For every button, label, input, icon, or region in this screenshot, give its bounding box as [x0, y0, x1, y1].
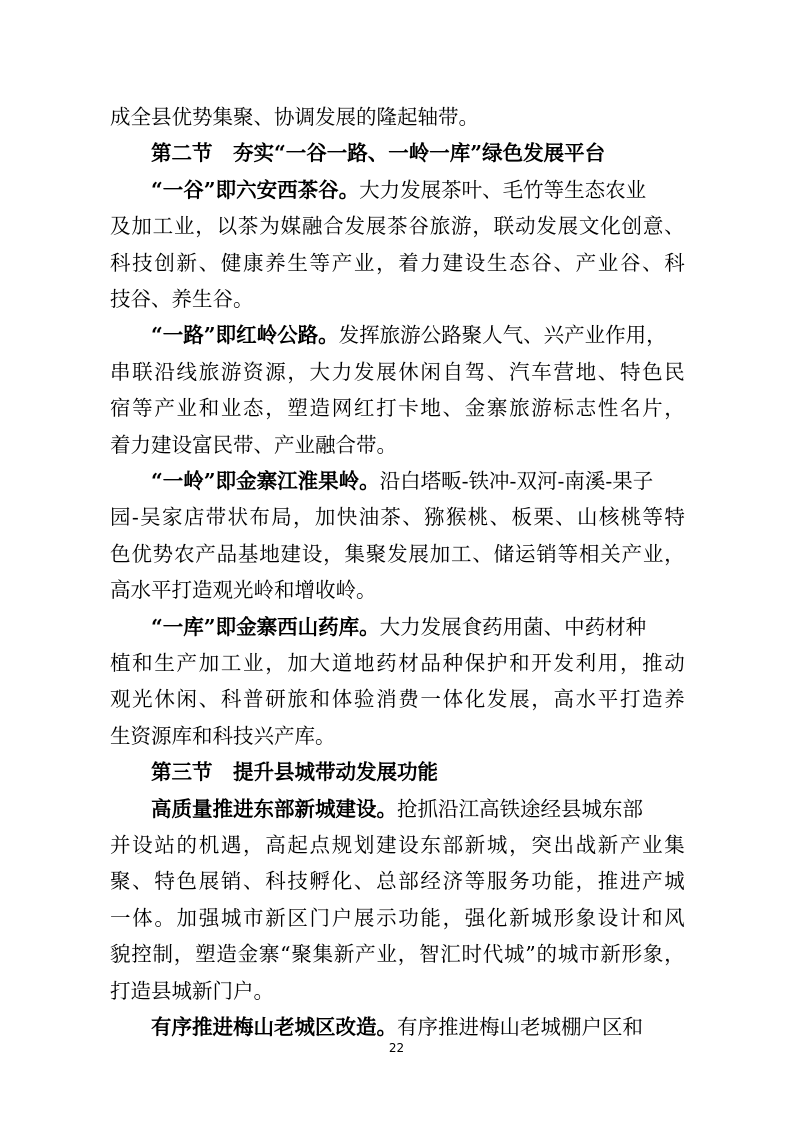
paragraph-text: 大力发展食药用菌、中药材种	[379, 614, 647, 639]
paragraph-line: 色 优 势 农 产 品 基 地 建 设 ， 集 聚 发 展 加 工 、 储 运 销 等 相 关 产 业 ，	[110, 541, 685, 566]
paragraph-line: 一 体 。 加 强 城 市 新 区 门 户 展 示 功 能 ， 强 化 新 城 形 象 设 计 和 风	[110, 905, 685, 930]
paragraph-text: 大力发展茶叶、毛竹等生态农业	[359, 177, 647, 202]
paragraph-line: 打造县城新门户。	[110, 978, 274, 1003]
section-heading: 第三节 提升县城带动发展功能	[151, 760, 438, 785]
paragraph-line: 着力建设富民带、产业融合带。	[110, 432, 397, 457]
paragraph-line	[151, 176, 646, 204]
paragraph-line: 植 和 生 产 加 工 业 ， 加 大 道 地 药 材 品 种 保 护 和 开 发 利 用 ， 推 动	[110, 651, 685, 675]
paragraph-line: 及 加 工 业 ， 以 茶 为 媒 融 合 发 展 茶 谷 旅 游 ， 联 动 发 展 文 化 创 意 、	[110, 214, 685, 239]
bold-lead: 有序推进梅山老城区改造。	[151, 1015, 397, 1039]
paragraph-line: 高水平打造观光岭和增收岭。	[110, 578, 377, 603]
paragraph-text: 发挥旅游公路聚人气、兴产业作用，	[338, 323, 667, 348]
paragraph-line: 生资源库和科技兴产库。	[110, 723, 336, 748]
paragraph-line	[151, 795, 643, 823]
bold-lead: “一库”即金寨西山药库。	[151, 614, 380, 639]
paragraph-line	[151, 613, 646, 641]
paragraph-line: 貌 控 制 ， 塑 造 金 寨 “ 聚 集 新 产 业 ， 智 汇 时 代 城 ” 的 城 市 新 形 象 ，	[110, 942, 685, 967]
paragraph-line: 成全县优势集聚、协调发展的隆起轴带。	[110, 105, 479, 129]
paragraph-line: 串 联 沿 线 旅 游 资 源 ， 大 力 发 展 休 闲 自 驾 、 汽 车 营 地 、 特 色 民	[110, 359, 685, 384]
paragraph-line: 园 - 吴 家 店 带 状 布 局 ， 加 快 油 茶 、 猕 猴 桃 、 板 栗 、 山 核 桃 等 特	[110, 505, 685, 530]
paragraph-line	[151, 1013, 643, 1041]
section-heading: 第二节 夯实“一谷一路、一岭一库”绿色发展平台	[151, 141, 606, 166]
paragraph-line: 技谷、养生谷。	[110, 287, 254, 311]
paragraph-line: 聚 、 特 色 展 销 、 科 技 孵 化 、 总 部 经 济 等 服 务 功 能 ， 推 进 产 城	[110, 869, 685, 894]
paragraph-text: 抢抓沿江高铁途经县城东部	[397, 796, 643, 821]
paragraph-line: 科 技 创 新 、 健 康 养 生 等 产 业 ， 着 力 建 设 生 态 谷 、 产 业 谷 、 科	[110, 250, 685, 275]
bold-lead: 高质量推进东部新城建设。	[151, 796, 397, 821]
bold-lead: “一岭”即金寨江淮果岭。	[151, 469, 380, 493]
paragraph-line	[151, 321, 667, 349]
paragraph-line	[151, 467, 653, 495]
paragraph-line: 观 光 休 闲 、 科 普 研 旅 和 体 验 消 费 一 体 化 发 展 ， 高 水 平 打 造 养	[110, 687, 685, 712]
paragraph-text: 沿白塔畈-铁冲-双河-南溪-果子	[379, 469, 654, 493]
paragraph-line: 并 设 站 的 机 遇 ， 高 起 点 规 划 建 设 东 部 新 城 ， 突 出 战 新 产 业 集	[110, 833, 685, 857]
page-number: 22	[388, 1041, 405, 1055]
paragraph-text: 有序推进梅山老城棚户区和	[397, 1015, 643, 1039]
paragraph-line: 宿 等 产 业 和 业 态 ， 塑 造 网 红 打 卡 地 、 金 寨 旅 游 标 志 性 名 片 ，	[110, 396, 685, 421]
bold-lead: “一谷”即六安西茶谷。	[151, 177, 360, 202]
bold-lead: “一路”即红岭公路。	[151, 323, 339, 348]
